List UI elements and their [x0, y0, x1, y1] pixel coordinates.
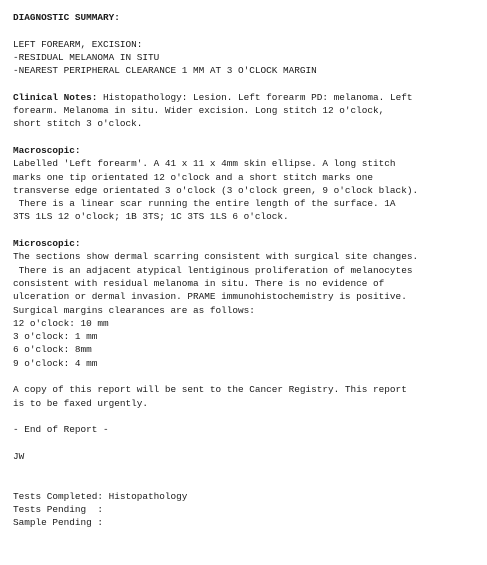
clinical-notes-line: forearm. Melanoma in situ. Wider excision. Long stitch 12 o'clock, [13, 105, 385, 117]
margin-clearance: 12 o'clock: 10 mm [13, 317, 109, 329]
margin-clearance: 3 o'clock: 1 mm [13, 331, 98, 343]
tests-pending: Tests Pending : [13, 503, 104, 515]
margin-clearance: 6 o'clock: 8mm [13, 344, 92, 356]
macroscopic-line: 3TS 1LS 12 o'clock; 1B 3TS; 1C 3TS 1LS 6 o'clock. [13, 211, 289, 223]
microscopic-line: The sections show dermal scarring consistent with surgical site changes. [13, 251, 419, 263]
clinical-notes-line: short stitch 3 o'clock. [13, 118, 143, 130]
tests-completed: Tests Completed: Histopathology [13, 490, 188, 502]
microscopic-line: Surgical margins clearances are as follows: [13, 304, 255, 316]
registry-line: A copy of this report will be sent to the Cancer Registry. This report [13, 384, 407, 396]
macroscopic-line: Labelled 'Left forearm'. A 41 x 11 x 4mm skin ellipse. A long stitch [13, 158, 396, 170]
registry-line: is to be faxed urgently. [13, 397, 149, 409]
microscopic-line: There is an adjacent atypical lentiginous proliferation of melanocytes [13, 264, 413, 276]
diagnostic-summary-heading: DIAGNOSTIC SUMMARY: [13, 12, 120, 23]
pathology-report [13, 11, 481, 530]
microscopic-line: consistent with residual melanoma in situ. There is no evidence of [13, 277, 385, 289]
diagnostic-line: -RESIDUAL MELANOMA IN SITU [13, 51, 160, 63]
reporter-initials: JW [13, 450, 25, 462]
macroscopic-line: transverse edge orientated 3 o'clock (3 o'clock green, 9 o'clock black). [13, 184, 419, 196]
macroscopic-heading: Macroscopic: [13, 144, 81, 156]
macroscopic-line: There is a linear scar running the entire length of the surface. 1A [13, 198, 396, 210]
end-of-report: - End of Report - [13, 424, 109, 436]
microscopic-heading: Microscopic: [13, 238, 81, 250]
macroscopic-line: marks one tip orientated 12 o'clock and a short stitch marks one [13, 171, 374, 183]
clinical-notes-text: Histopathology: Lesion. Left forearm PD: melanoma. Left [97, 91, 413, 103]
diagnostic-line: LEFT FOREARM, EXCISION: [13, 38, 143, 50]
clinical-notes-label: Clinical Notes: [13, 91, 98, 103]
sample-pending: Sample Pending : [13, 517, 104, 529]
margin-clearance: 9 o'clock: 4 mm [13, 357, 98, 369]
microscopic-line: ulceration or dermal invasion. PRAME immunohistochemistry is positive. [13, 291, 407, 303]
clinical-notes-line [13, 91, 481, 104]
diagnostic-line: -NEAREST PERIPHERAL CLEARANCE 1 MM AT 3 O'CLOCK MARGIN [13, 65, 317, 77]
